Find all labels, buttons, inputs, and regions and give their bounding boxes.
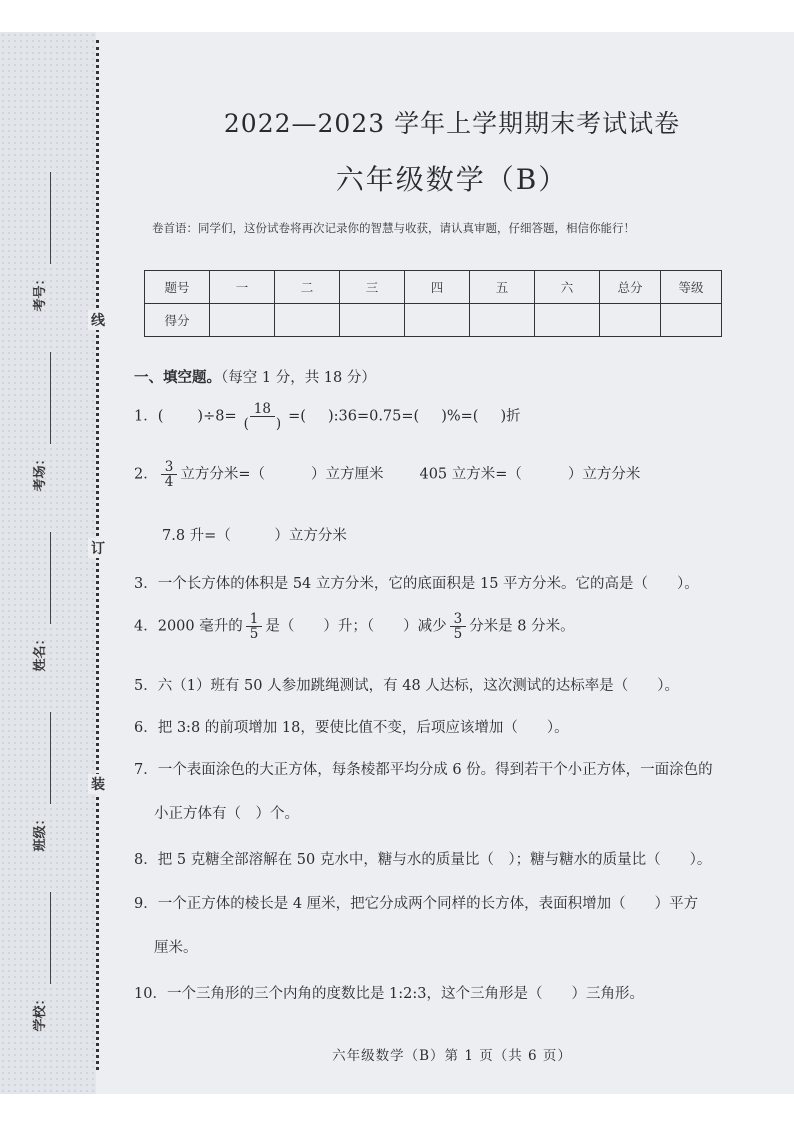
q2-part: ）立方分米 — [567, 466, 641, 483]
score-cell[interactable] — [600, 304, 661, 337]
score-table-score-row — [145, 304, 722, 337]
score-cell[interactable] — [210, 304, 275, 337]
q4-fraction-2 — [450, 612, 467, 641]
q4-fraction-1 — [246, 612, 263, 641]
binding-mark-bind: 装 — [88, 774, 108, 794]
score-cell[interactable] — [535, 304, 600, 337]
question-5: 5．六（1）班有 50 人参加跳绳测试，有 48 人达标，这次测试的达标率是（ ）。 — [134, 678, 680, 694]
score-row-label: 得分 — [145, 304, 210, 337]
score-cell[interactable] — [275, 304, 340, 337]
exam-number-field — [18, 172, 58, 312]
question-6: 6．把 3:8 的前项增加 18，要使比值不变，后项应该增加（ ）。 — [134, 720, 569, 736]
question-7: 7．一个表面涂色的大正方体，每条棱都平均分成 6 份。得到若干个小正方体，一面涂色的 — [134, 762, 713, 778]
q2-fraction-denominator: 4 — [164, 474, 174, 491]
q1-fraction-denominator: ( ) — [243, 416, 282, 433]
question-9: 9．一个正方体的棱长是 4 厘米，把它分成两个同样的长方体，表面积增加（ ）平方 — [134, 896, 699, 912]
score-header-cell: 二 — [275, 271, 340, 304]
question-10: 10．一个三角形的三个内角的度数比是 1:2:3，这个三角形是（ ）三角形。 — [134, 986, 645, 1002]
q1-part: ):36=0.75=( — [327, 408, 420, 425]
binding-mark-order: 订 — [88, 538, 108, 558]
preface-text: 卷首语：同学们，这份试卷将再次记录你的智慧与收获，请认真审题，仔细答题，相信你能行！ — [152, 221, 635, 235]
score-cell[interactable] — [661, 304, 722, 337]
q1-part: )折 — [500, 408, 521, 425]
q1-fraction-numerator: 18 — [250, 402, 275, 417]
question-8: 8．把 5 克糖全部溶解在 50 克水中，糖与水的质量比（ ）；糖与糖水的质量比（ ）。 — [134, 852, 712, 868]
exam-room-field — [18, 352, 58, 492]
q2-fraction — [161, 460, 178, 489]
score-cell[interactable] — [405, 304, 470, 337]
q4-fraction-1-numerator: 1 — [246, 612, 263, 627]
q4-part: 分米是 8 分米。 — [469, 618, 575, 635]
exam-title: 2022—2023 学年上学期期末考试试卷 — [223, 109, 681, 138]
score-table — [144, 270, 722, 337]
page-footer: 六年级数学（B）第 1 页（共 6 页） — [332, 1048, 572, 1064]
q4-fraction-2-denominator: 5 — [453, 626, 463, 643]
question-2-line-2: 7.8 升=（ ）立方分米 — [162, 528, 347, 544]
score-header-cell: 四 — [405, 271, 470, 304]
class-field — [18, 712, 58, 852]
question-2 — [134, 460, 640, 489]
section-one-note: （每空 1 分，共 18 分） — [221, 370, 376, 386]
school-field — [18, 892, 58, 1032]
q4-fraction-1-denominator: 5 — [249, 626, 259, 643]
score-table-header-row — [145, 271, 722, 304]
score-header-cell: 一 — [210, 271, 275, 304]
name-field — [18, 532, 58, 672]
question-4 — [134, 612, 575, 641]
question-1 — [134, 402, 521, 431]
score-header-cell: 题号 — [145, 271, 210, 304]
q1-fraction — [240, 402, 286, 431]
exam-room-underline — [50, 352, 51, 444]
score-cell[interactable] — [340, 304, 405, 337]
name-label: 姓名： — [32, 632, 48, 672]
q2-number: 2． — [134, 466, 158, 483]
school-label: 学校： — [32, 992, 48, 1032]
school-underline — [50, 892, 51, 984]
binding-mark-line: 线 — [88, 310, 108, 330]
question-3: 3．一个长方体的体积是 54 立方分米，它的底面积是 15 平方分米。它的高是（ ）。 — [134, 576, 699, 592]
q1-part: )÷8= — [197, 408, 237, 425]
q4-part: 4．2000 毫升的 — [134, 618, 243, 635]
score-cell[interactable] — [470, 304, 535, 337]
q1-part: )%=( — [441, 408, 479, 425]
score-header-cell: 三 — [340, 271, 405, 304]
question-7-line-2: 小正方体有（ ）个。 — [154, 806, 299, 822]
name-underline — [50, 532, 51, 624]
score-header-cell: 六 — [535, 271, 600, 304]
score-header-cell: 总分 — [600, 271, 661, 304]
q1-number: 1． — [134, 408, 158, 425]
q4-part: 是（ ）升；（ ）减少 — [265, 618, 447, 635]
exam-room-label: 考场： — [32, 452, 48, 492]
q2-fraction-numerator: 3 — [161, 460, 178, 475]
exam-paper — [0, 32, 794, 1094]
exam-number-label: 考号： — [32, 272, 48, 312]
q2-part: 立方分米=（ — [180, 466, 265, 483]
score-header-cell: 五 — [470, 271, 535, 304]
q2-part: 405 立方米=（ — [419, 466, 522, 483]
q1-part: =( — [288, 408, 306, 425]
q1-part: ( — [157, 408, 164, 425]
class-underline — [50, 712, 51, 804]
exam-subtitle: 六年级数学（B） — [335, 163, 569, 196]
q2-part: ）立方厘米 — [310, 466, 384, 483]
score-header-cell: 等级 — [661, 271, 722, 304]
q4-fraction-2-numerator: 3 — [450, 612, 467, 627]
question-9-line-2: 厘米。 — [154, 940, 198, 956]
exam-number-underline — [50, 172, 51, 264]
class-label: 班级： — [32, 812, 48, 852]
section-one-title — [134, 366, 376, 387]
section-one-heading: 一、填空题。 — [134, 370, 221, 386]
